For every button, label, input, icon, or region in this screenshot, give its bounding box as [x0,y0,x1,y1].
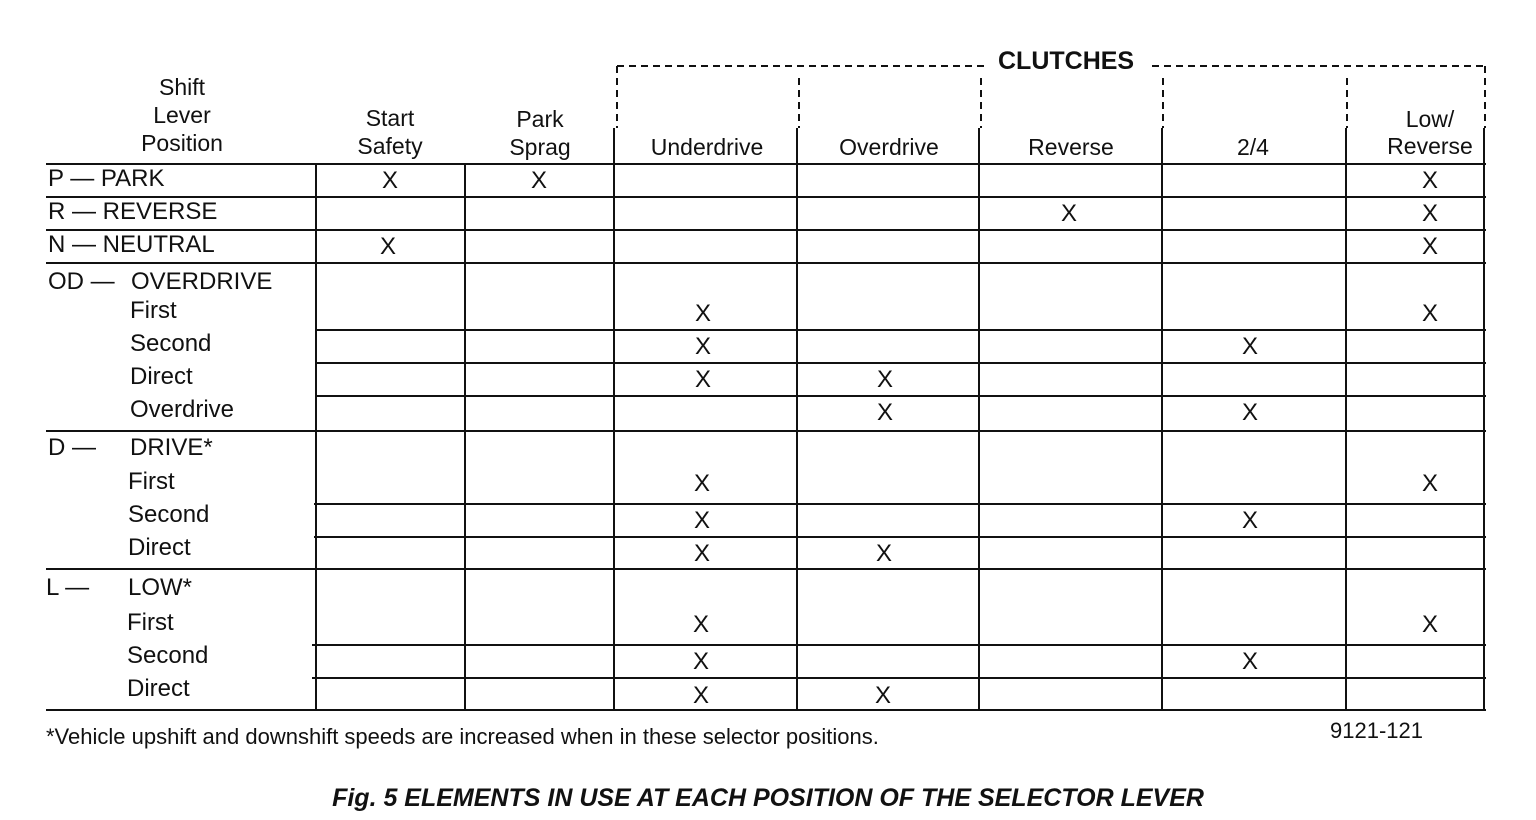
mark-od-first-underdrive: X [694,300,711,327]
col-sep-3 [613,128,615,710]
header-underdrive: Underdrive [650,134,764,160]
mark-neutral-start-safety: X [379,233,396,260]
mark-park-start-safety: X [381,167,398,194]
row-d-label: DRIVE* [130,434,213,461]
rule-d-first [314,503,1486,505]
mark-reverse-reverse: X [1060,200,1077,227]
mark-od-second-2-4: X [1241,333,1258,360]
rule-od-first [316,329,1486,331]
row-d-second: Second [128,501,210,528]
rule-od-direct [316,395,1486,397]
header-overdrive: Overdrive [839,134,939,160]
mark-park-low-reverse: X [1421,167,1438,194]
rule-table-bottom [46,709,1486,711]
rule-l-first [312,644,1486,646]
col-sep-8 [1483,128,1485,710]
mark-l-direct-underdrive: X [692,682,709,709]
mark-d-direct-underdrive: X [693,540,710,567]
rule-reverse-bottom [46,229,1486,231]
row-d-first: First [128,468,175,495]
mark-l-second-underdrive: X [692,648,709,675]
row-l-label: LOW* [128,574,193,601]
row-l-first: First [127,609,174,636]
mark-od-overdrive-overdrive: X [876,399,893,426]
row-od-prefix: OD — [48,268,115,295]
row-d-direct: Direct [128,534,191,561]
header-sprag: Sprag [509,134,571,160]
mark-od-direct-overdrive: X [876,366,893,393]
row-neutral: N — NEUTRAL [48,231,215,258]
mark-l-first-low-reverse: X [1421,611,1438,638]
row-park: P — PARK [48,165,165,192]
col-sep-6 [1161,128,1163,710]
header-shift: Shift [158,74,206,100]
header-2-4: 2/4 [1237,134,1269,160]
footnote: *Vehicle upshift and downshift speeds are increased when in these selector positions. [46,724,879,749]
row-d-prefix: D — [48,434,96,461]
rule-d-group-bottom [46,568,1486,570]
row-reverse: R — REVERSE [48,198,218,225]
mark-park-park-sprag: X [530,167,547,194]
row-od-first: First [130,297,177,324]
row-od-direct: Direct [130,363,193,390]
header-clutches: CLUTCHES [998,47,1135,75]
row-l-direct: Direct [127,675,190,702]
row-l-second: Second [127,642,209,669]
rule-d-second [314,536,1486,538]
header-lever: Lever [153,102,211,128]
header-low: Low/ [1405,106,1455,132]
mark-l-direct-overdrive: X [874,682,891,709]
figure-caption: Fig. 5 ELEMENTS IN USE AT EACH POSITION OF THE SELECTOR LEVER [332,784,1204,812]
rule-od-group-bottom [46,430,1486,432]
mark-d-first-underdrive: X [693,470,710,497]
mark-neutral-low-reverse: X [1421,233,1438,260]
rule-od-second [316,362,1486,364]
row-od-label: OVERDRIVE [131,268,273,295]
header-low-reverse: Reverse [1387,133,1473,159]
header-park: Park [516,106,564,132]
row-l-prefix: L — [46,574,90,601]
col-sep-7 [1345,128,1347,710]
col-sep-2 [464,164,466,710]
header-safety: Safety [357,133,423,159]
mark-od-overdrive-2-4: X [1241,399,1258,426]
mark-l-second-2-4: X [1241,648,1258,675]
rule-header-bottom [46,163,1486,165]
row-od-overdrive: Overdrive [130,396,235,423]
row-od-second: Second [130,330,212,357]
rule-l-second [312,677,1486,679]
mark-reverse-low-reverse: X [1421,200,1438,227]
mark-d-second-2-4: X [1241,507,1258,534]
header-start: Start [365,105,415,131]
figure-number: 9121-121 [1330,718,1423,743]
rule-neutral-bottom [46,262,1486,264]
rule-park-bottom [46,196,1486,198]
mark-d-second-underdrive: X [693,507,710,534]
header-reverse: Reverse [1028,134,1114,160]
mark-l-first-underdrive: X [692,611,709,638]
col-sep-4 [796,128,798,710]
col-sep-1 [315,164,317,710]
mark-od-second-underdrive: X [694,333,711,360]
col-sep-5 [978,128,980,710]
header-position: Position [141,130,223,156]
mark-od-direct-underdrive: X [694,366,711,393]
mark-d-direct-overdrive: X [875,540,892,567]
mark-d-first-low-reverse: X [1421,470,1438,497]
mark-od-first-low-reverse: X [1421,300,1438,327]
